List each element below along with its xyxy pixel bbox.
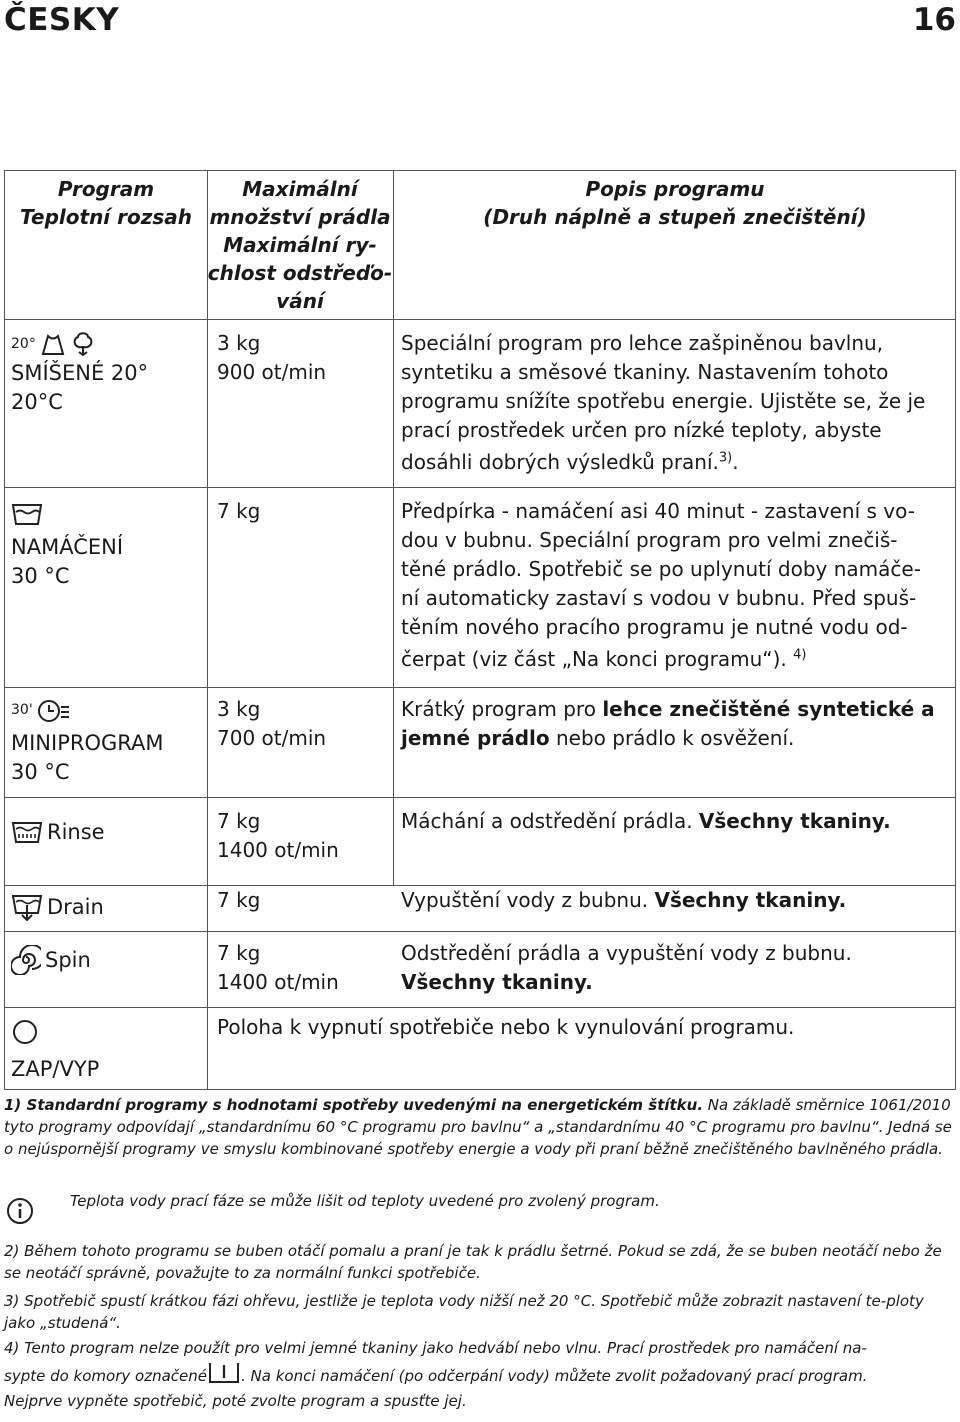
spin-speed: 900 ot/min: [217, 360, 327, 384]
row-drain-desc: [401, 886, 953, 915]
desc-bold: Všechny tkaniny.: [654, 888, 847, 912]
desc-line: Předpírka - namáčení asi 40 minut - zastavení s vo-: [401, 499, 915, 523]
load-kg: 7 kg: [217, 941, 261, 965]
page-number: 16: [912, 2, 956, 38]
desc-line: programu snížíte spotřebu energie. Ujistěte se, že je: [401, 389, 926, 413]
desc-text: čerpat (viz část „Na konci programu“).: [401, 647, 787, 671]
row-soak-program: [11, 499, 203, 591]
desc-line: ní automaticky zastaví s vodou v bubnu. Před spuš-: [401, 586, 917, 610]
desc-bold: Všechny tkaniny.: [401, 970, 593, 994]
header-text: Popis programu: [585, 177, 765, 201]
desc-line: Speciální program pro lehce zašpiněnou bavlnu,: [401, 331, 884, 355]
row-divider: [5, 797, 955, 798]
program-name: MINIPROGRAM: [11, 731, 164, 755]
program-temp: 20°C: [11, 390, 63, 414]
time-label: 30': [11, 701, 33, 718]
desc-bold: Všechny tkaniny.: [698, 809, 891, 833]
footnote-3: [4, 1290, 956, 1334]
footnote-ref: 3): [718, 450, 733, 466]
program-name: Rinse: [47, 819, 105, 844]
synthetic-icon: [40, 332, 66, 356]
row-divider: [5, 1007, 955, 1008]
header-program: [5, 175, 207, 231]
desc-line: těním nového pracího programu je nutné vodu od-: [401, 615, 908, 639]
row-onoff-desc: [217, 1013, 953, 1042]
power-circle-icon: [11, 1018, 39, 1046]
row-mixed20-desc: [401, 329, 953, 477]
header-description: [393, 175, 957, 231]
icon-group: [11, 817, 203, 847]
footnote-text: 2) Během tohoto programu se buben otáčí pomalu a praní je tak k prádlu šetrné. Pokud se zdá, že se buben neotáčí nebo že se neotáčí správně, považujte to za normální funkci spotřebiče.: [4, 1242, 942, 1282]
info-text: Teplota vody prací fáze se může lišit od teploty uvedené pro zvolený program.: [70, 1192, 660, 1210]
program-temp: 30 °C: [11, 760, 70, 784]
info-note: [70, 1190, 950, 1212]
footnote-text: 3) Spotřebič spustí krátkou fázi ohřevu, jestliže je teplota vody nižší než 20 °C. Spotřebič může zobrazit nastavení te-ploty jako „studená“.: [4, 1292, 924, 1332]
row-rinse-load: [217, 807, 339, 865]
icon-group: [11, 892, 203, 922]
row-divider: [5, 687, 955, 688]
desc-text: nebo prádlo k osvěžení.: [549, 726, 795, 750]
header-text: chlost odstřeďo-: [207, 261, 393, 285]
desc-line: prací prostředek určen pro nízké teploty, abyste: [401, 418, 882, 442]
header-text: Maximální ry-: [223, 233, 377, 257]
load-kg: 7 kg: [217, 499, 261, 523]
footnote-text: Nejprve vypněte spotřebič, poté zvolte program a spusťte jej.: [4, 1392, 467, 1410]
desc-line: [401, 968, 953, 997]
desc-line: [401, 695, 953, 724]
desc-bold: lehce znečištěné syntetické a: [602, 697, 935, 721]
spin-speed: 1400 ot/min: [217, 838, 339, 862]
footnote-text: 4) Tento program nelze použít pro velmi jemné tkaniny jako hedvábí nebo vlnu. Prací prostředek pro namáčení na-: [4, 1339, 867, 1357]
desc-line: syntetiku a směsové tkaniny. Nastavením tohoto: [401, 360, 889, 384]
icon-group: [11, 499, 203, 529]
footnote-1: [4, 1094, 956, 1160]
footnote-4: [4, 1336, 956, 1414]
spin-spiral-icon: [11, 945, 41, 975]
desc-line: Poloha k vypnutí spotřebiče nebo k vynulování programu.: [217, 1015, 795, 1039]
footnote-text: Na základě směrnice 1061/2010 tyto programy odpovídají „standardnímu 60 °C programu pro bavlnu“ a „standardnímu 40 °C programu pro bavlnu“. Jedná se o nejúspornější programy ve smyslu kombinované spotřeby energie a vody při praní běžně znečištěného bavlněného prádla.: [4, 1096, 952, 1158]
row-mini-load: [217, 695, 326, 753]
header-text: množství prádla: [209, 205, 391, 229]
header-text: vání: [276, 289, 324, 313]
row-divider: [5, 931, 955, 932]
row-mini-program: [11, 695, 203, 787]
row-drain-program: [11, 892, 203, 922]
row-soak-desc: [401, 497, 953, 674]
load-kg: 3 kg: [217, 331, 261, 355]
row-mini-desc: [401, 695, 953, 753]
desc-text: dosáhli dobrých výsledků praní.: [401, 450, 719, 474]
desc-line: [401, 886, 953, 915]
desc-line: [401, 448, 953, 477]
spin-speed: 700 ot/min: [217, 726, 327, 750]
program-name: ZAP/VYP: [11, 1057, 100, 1081]
row-spin-program: [11, 945, 203, 975]
page-header: [0, 0, 960, 44]
footnote-ref: 4): [793, 647, 807, 663]
program-temp: 30 °C: [11, 564, 70, 588]
rinse-icon: [11, 820, 43, 844]
desc-line: dou v bubnu. Speciální program pro velmi znečiš-: [401, 528, 898, 552]
desc-text: .: [732, 450, 739, 474]
header-text: (Druh náplně a stupeň znečištění): [483, 205, 867, 229]
row-soak-load: [217, 497, 260, 526]
desc-text: Vypuštění vody z bubnu.: [401, 888, 655, 912]
row-mixed20-program: [11, 329, 203, 417]
desc-line: [401, 645, 953, 674]
footnote-bold: 1) Standardní programy s hodnotami spotřeby uvedenými na energetickém štítku.: [4, 1096, 704, 1114]
row-rinse-desc: [401, 807, 953, 836]
drain-icon: [11, 893, 43, 921]
stopwatch-icon: [37, 697, 71, 723]
desc-line: [401, 807, 953, 836]
header-text: Teplotní rozsah: [19, 205, 193, 229]
row-onoff-program: [11, 1017, 203, 1084]
program-name: Spin: [45, 947, 91, 972]
info-icon: [6, 1197, 34, 1225]
temp-label: 20°: [11, 335, 36, 352]
cotton-flower-icon: [70, 331, 96, 357]
icon-group: [11, 695, 203, 725]
header-text: Maximální: [242, 177, 358, 201]
icon-group: [11, 329, 203, 359]
row-spin-load: [217, 939, 339, 997]
desc-bold: jemné prádlo: [401, 726, 550, 750]
row-spin-desc: [401, 939, 953, 997]
icon-group: [11, 945, 203, 975]
footnote-text: . Na konci namáčení (po odčerpání vody) můžete zvolit požadovaný prací program.: [240, 1367, 868, 1385]
desc-line: Odstředění prádla a vypuštění vody z bubnu.: [401, 941, 852, 965]
row-mixed20-load: [217, 329, 326, 387]
program-name: SMÍŠENÉ 20°: [11, 361, 149, 385]
program-name: NAMÁČENÍ: [11, 535, 124, 559]
row-rinse-program: [11, 817, 203, 847]
desc-line: těné prádlo. Spotřebič se po uplynutí doby namáče-: [401, 557, 921, 581]
load-kg: 7 kg: [217, 809, 261, 833]
spin-speed: 1400 ot/min: [217, 970, 339, 994]
desc-text: Krátký program pro: [401, 697, 603, 721]
program-name: Drain: [47, 894, 104, 919]
soak-tub-icon: [11, 502, 43, 526]
row-divider: [5, 319, 955, 320]
desc-text: Máchání a odstředění prádla.: [401, 809, 699, 833]
column-divider: [393, 171, 394, 885]
language-title: ČESKY: [4, 2, 120, 38]
footnote-line: [4, 1361, 956, 1389]
icon-group: [11, 1017, 203, 1047]
load-kg: 7 kg: [217, 888, 261, 912]
detergent-compartment-icon: [207, 1361, 241, 1385]
program-table: [4, 170, 956, 1090]
footnote-text: sypte do komory označené: [4, 1367, 207, 1385]
header-text: Program: [57, 177, 155, 201]
load-kg: 3 kg: [217, 697, 261, 721]
header-load: [207, 175, 393, 315]
footnote-2: [4, 1240, 956, 1284]
row-divider: [5, 487, 955, 488]
row-drain-load: [217, 886, 260, 915]
desc-line: [401, 724, 953, 753]
